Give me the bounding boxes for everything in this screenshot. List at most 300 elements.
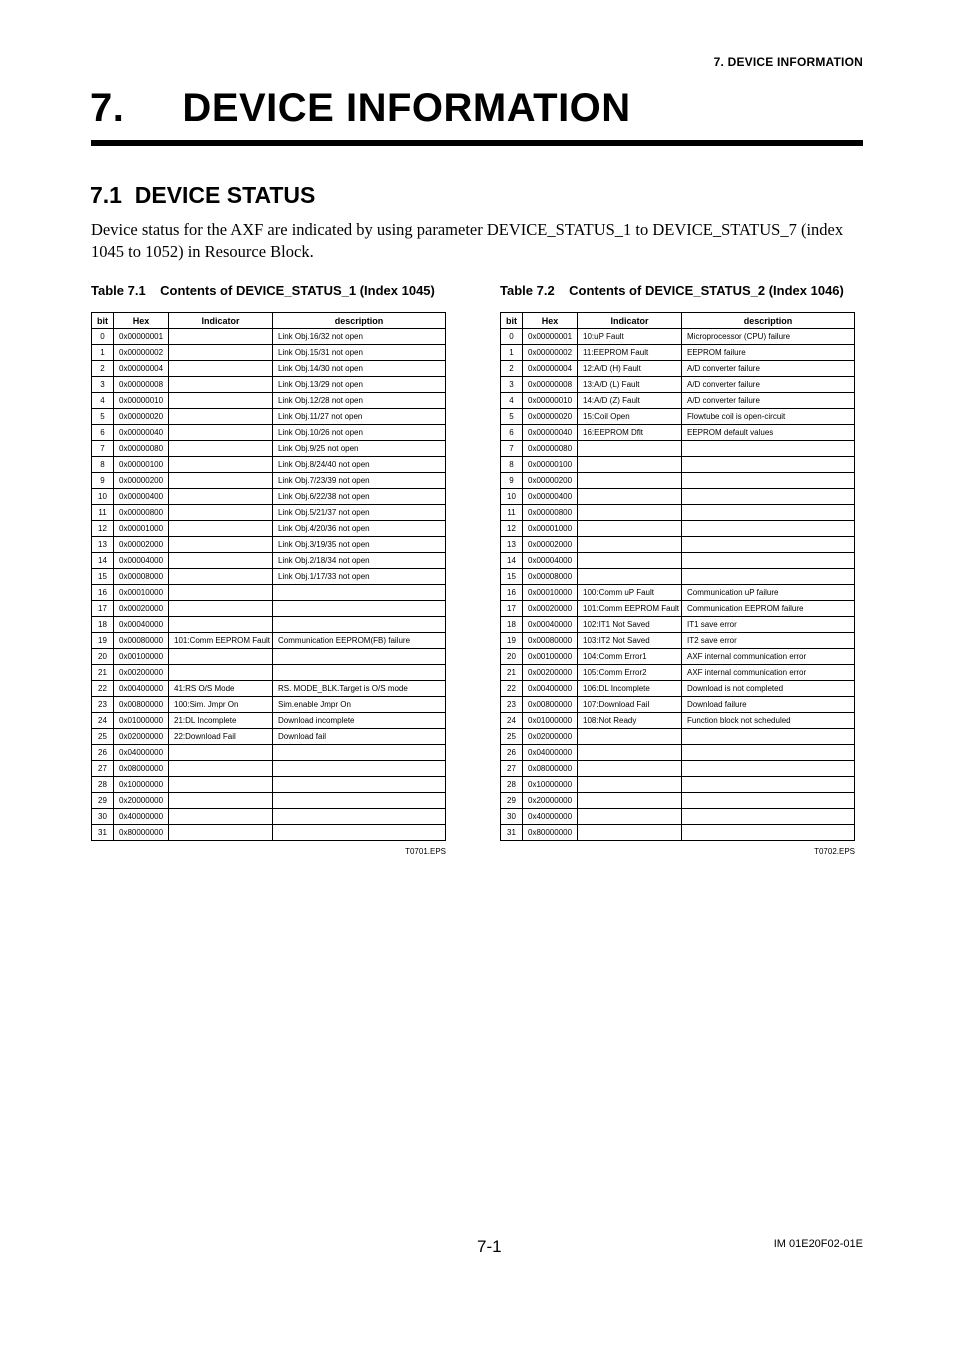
hex-cell: 0x00040000 xyxy=(114,617,169,633)
hex-cell: 0x00200000 xyxy=(114,665,169,681)
bit-cell: 17 xyxy=(501,601,523,617)
hex-cell: 0x00004000 xyxy=(114,553,169,569)
indicator-cell xyxy=(169,745,273,761)
hex-cell: 0x00000400 xyxy=(114,489,169,505)
indicator-cell xyxy=(169,777,273,793)
description-cell xyxy=(273,761,446,777)
bit-cell: 0 xyxy=(92,329,114,345)
description-cell: EEPROM default values xyxy=(682,425,855,441)
description-cell xyxy=(682,505,855,521)
table-row xyxy=(501,825,855,841)
description-cell xyxy=(273,745,446,761)
chapter-rule xyxy=(91,140,863,146)
indicator-cell xyxy=(578,793,682,809)
hex-cell: 0x00000001 xyxy=(523,329,578,345)
description-cell xyxy=(682,729,855,745)
indicator-cell xyxy=(169,649,273,665)
description-cell: Link Obj.5/21/37 not open xyxy=(273,505,446,521)
hex-cell: 0x00020000 xyxy=(523,601,578,617)
hex-cell: 0x00080000 xyxy=(523,633,578,649)
indicator-cell: 11:EEPROM Fault xyxy=(578,345,682,361)
bit-cell: 25 xyxy=(92,729,114,745)
hex-cell: 0x00000200 xyxy=(114,473,169,489)
description-cell: Link Obj.14/30 not open xyxy=(273,361,446,377)
description-cell: IT2 save error xyxy=(682,633,855,649)
bit-cell: 7 xyxy=(92,441,114,457)
table-row xyxy=(501,345,855,361)
description-cell: Link Obj.16/32 not open xyxy=(273,329,446,345)
bit-cell: 26 xyxy=(92,745,114,761)
table-row xyxy=(501,521,855,537)
table-row xyxy=(501,361,855,377)
table-row xyxy=(501,745,855,761)
hex-cell: 0x40000000 xyxy=(114,809,169,825)
bit-cell: 30 xyxy=(501,809,523,825)
hex-cell: 0x00008000 xyxy=(114,569,169,585)
table-row xyxy=(501,681,855,697)
description-cell xyxy=(682,553,855,569)
indicator-cell xyxy=(169,809,273,825)
description-cell: Link Obj.1/17/33 not open xyxy=(273,569,446,585)
bit-cell: 21 xyxy=(501,665,523,681)
bit-cell: 14 xyxy=(92,553,114,569)
description-cell xyxy=(273,793,446,809)
description-cell: Link Obj.12/28 not open xyxy=(273,393,446,409)
bit-cell: 11 xyxy=(501,505,523,521)
hex-cell: 0x00000004 xyxy=(523,361,578,377)
indicator-cell xyxy=(169,665,273,681)
hex-cell: 0x00000040 xyxy=(114,425,169,441)
indicator-cell xyxy=(169,617,273,633)
hex-cell: 0x20000000 xyxy=(114,793,169,809)
description-cell: A/D converter failure xyxy=(682,377,855,393)
hex-cell: 0x00020000 xyxy=(114,601,169,617)
table-row xyxy=(501,441,855,457)
indicator-cell xyxy=(169,537,273,553)
device-status-2-table xyxy=(500,312,855,841)
indicator-cell xyxy=(578,441,682,457)
indicator-cell: 102:IT1 Not Saved xyxy=(578,617,682,633)
table-row xyxy=(92,617,446,633)
bit-cell: 31 xyxy=(92,825,114,841)
bit-cell: 2 xyxy=(92,361,114,377)
description-cell: Communication EEPROM failure xyxy=(682,601,855,617)
description-cell xyxy=(682,761,855,777)
indicator-cell xyxy=(169,393,273,409)
description-cell: Download incomplete xyxy=(273,713,446,729)
hex-cell: 0x00000100 xyxy=(114,457,169,473)
table-row xyxy=(501,697,855,713)
table-row xyxy=(92,809,446,825)
bit-cell: 10 xyxy=(501,489,523,505)
table-row xyxy=(92,761,446,777)
hex-cell: 0x00000400 xyxy=(523,489,578,505)
description-cell: A/D converter failure xyxy=(682,361,855,377)
hex-cell: 0x04000000 xyxy=(523,745,578,761)
table-row xyxy=(501,777,855,793)
bit-cell: 28 xyxy=(501,777,523,793)
table-row xyxy=(501,473,855,489)
bit-cell: 13 xyxy=(501,537,523,553)
table-row xyxy=(501,505,855,521)
indicator-cell: 100:Comm uP Fault xyxy=(578,585,682,601)
bit-cell: 19 xyxy=(501,633,523,649)
table-row xyxy=(501,553,855,569)
hex-cell: 0x00000040 xyxy=(523,425,578,441)
indicator-cell xyxy=(169,521,273,537)
description-cell: Link Obj.4/20/36 not open xyxy=(273,521,446,537)
indicator-cell xyxy=(169,345,273,361)
table-row xyxy=(92,409,446,425)
bit-cell: 3 xyxy=(92,377,114,393)
indicator-cell: 101:Comm EEPROM Fault xyxy=(578,601,682,617)
bit-cell: 10 xyxy=(92,489,114,505)
description-cell xyxy=(682,537,855,553)
indicator-cell xyxy=(169,569,273,585)
hex-cell: 0x04000000 xyxy=(114,745,169,761)
bit-cell: 12 xyxy=(501,521,523,537)
hex-cell: 0x08000000 xyxy=(523,761,578,777)
bit-cell: 8 xyxy=(501,457,523,473)
indicator-cell xyxy=(578,521,682,537)
column-header-hex: Hex xyxy=(523,313,578,329)
table-row xyxy=(92,377,446,393)
bit-cell: 6 xyxy=(501,425,523,441)
table-row xyxy=(501,377,855,393)
indicator-cell xyxy=(578,729,682,745)
page-number: 7-1 xyxy=(477,1237,502,1256)
indicator-cell xyxy=(578,553,682,569)
table-row xyxy=(92,489,446,505)
indicator-cell xyxy=(578,457,682,473)
table-row xyxy=(501,409,855,425)
indicator-cell xyxy=(169,377,273,393)
description-cell: Download is not completed xyxy=(682,681,855,697)
hex-cell: 0x00004000 xyxy=(523,553,578,569)
hex-cell: 0x00800000 xyxy=(523,697,578,713)
description-cell: Communication uP failure xyxy=(682,585,855,601)
hex-cell: 0x00080000 xyxy=(114,633,169,649)
description-cell: Link Obj.13/29 not open xyxy=(273,377,446,393)
bit-cell: 0 xyxy=(501,329,523,345)
description-cell xyxy=(682,809,855,825)
indicator-cell xyxy=(169,553,273,569)
table-row xyxy=(501,633,855,649)
bit-cell: 5 xyxy=(92,409,114,425)
indicator-cell xyxy=(169,441,273,457)
hex-cell: 0x00010000 xyxy=(114,585,169,601)
description-cell: RS. MODE_BLK.Target is O/S mode xyxy=(273,681,446,697)
table-row xyxy=(501,393,855,409)
table-row xyxy=(92,569,446,585)
bit-cell: 1 xyxy=(92,345,114,361)
description-cell xyxy=(273,665,446,681)
hex-cell: 0x20000000 xyxy=(523,793,578,809)
bit-cell: 23 xyxy=(92,697,114,713)
hex-cell: 0x00000010 xyxy=(114,393,169,409)
description-cell: IT1 save error xyxy=(682,617,855,633)
bit-cell: 13 xyxy=(92,537,114,553)
hex-cell: 0x00800000 xyxy=(114,697,169,713)
hex-cell: 0x00000008 xyxy=(114,377,169,393)
bit-cell: 27 xyxy=(501,761,523,777)
document-code: IM 01E20F02-01E xyxy=(773,1238,863,1250)
table-row xyxy=(92,425,446,441)
chapter-title: 7. DEVICE INFORMATION xyxy=(90,86,631,130)
description-cell: Link Obj.3/19/35 not open xyxy=(273,537,446,553)
table-row xyxy=(501,729,855,745)
bit-cell: 11 xyxy=(92,505,114,521)
indicator-cell xyxy=(169,361,273,377)
table-row xyxy=(501,809,855,825)
table-header-row xyxy=(501,313,855,329)
description-cell xyxy=(682,473,855,489)
hex-cell: 0x00001000 xyxy=(523,521,578,537)
bit-cell: 25 xyxy=(501,729,523,745)
hex-cell: 0x00000200 xyxy=(523,473,578,489)
bit-cell: 21 xyxy=(92,665,114,681)
table-row xyxy=(92,361,446,377)
indicator-cell: 16:EEPROM Dflt xyxy=(578,425,682,441)
hex-cell: 0x00000010 xyxy=(523,393,578,409)
description-cell: Download fail xyxy=(273,729,446,745)
table-row xyxy=(92,777,446,793)
indicator-cell xyxy=(578,745,682,761)
indicator-cell xyxy=(169,457,273,473)
device-status-1-table xyxy=(91,312,446,841)
bit-cell: 19 xyxy=(92,633,114,649)
table-header-row xyxy=(92,313,446,329)
hex-cell: 0x01000000 xyxy=(523,713,578,729)
description-cell: Function block not scheduled xyxy=(682,713,855,729)
indicator-cell xyxy=(578,809,682,825)
table-row xyxy=(501,617,855,633)
column-header-description: description xyxy=(273,313,446,329)
bit-cell: 15 xyxy=(92,569,114,585)
hex-cell: 0x01000000 xyxy=(114,713,169,729)
bit-cell: 4 xyxy=(501,393,523,409)
hex-cell: 0x00001000 xyxy=(114,521,169,537)
table-row xyxy=(92,393,446,409)
indicator-cell: 13:A/D (L) Fault xyxy=(578,377,682,393)
description-cell: Link Obj.2/18/34 not open xyxy=(273,553,446,569)
hex-cell: 0x00000004 xyxy=(114,361,169,377)
indicator-cell: 12:A/D (H) Fault xyxy=(578,361,682,377)
hex-cell: 0x00008000 xyxy=(523,569,578,585)
description-cell: A/D converter failure xyxy=(682,393,855,409)
table-row xyxy=(92,793,446,809)
hex-cell: 0x80000000 xyxy=(114,825,169,841)
hex-cell: 0x00002000 xyxy=(523,537,578,553)
bit-cell: 6 xyxy=(92,425,114,441)
bit-cell: 15 xyxy=(501,569,523,585)
indicator-cell xyxy=(169,489,273,505)
description-cell xyxy=(682,489,855,505)
table-row xyxy=(92,585,446,601)
hex-cell: 0x08000000 xyxy=(114,761,169,777)
description-cell xyxy=(273,825,446,841)
table-body xyxy=(501,329,855,841)
column-header-indicator: Indicator xyxy=(578,313,682,329)
hex-cell: 0x00002000 xyxy=(114,537,169,553)
hex-cell: 0x00040000 xyxy=(523,617,578,633)
hex-cell: 0x10000000 xyxy=(114,777,169,793)
bit-cell: 9 xyxy=(501,473,523,489)
bit-cell: 24 xyxy=(501,713,523,729)
description-cell: Link Obj.15/31 not open xyxy=(273,345,446,361)
indicator-cell xyxy=(169,761,273,777)
hex-cell: 0x02000000 xyxy=(523,729,578,745)
table-row xyxy=(92,697,446,713)
description-cell xyxy=(682,825,855,841)
description-cell xyxy=(273,777,446,793)
hex-cell: 0x00000080 xyxy=(114,441,169,457)
bit-cell: 7 xyxy=(501,441,523,457)
table-row xyxy=(92,441,446,457)
indicator-cell xyxy=(169,425,273,441)
table-row xyxy=(92,633,446,649)
table-row xyxy=(92,537,446,553)
indicator-cell xyxy=(169,601,273,617)
table-row xyxy=(501,457,855,473)
indicator-cell xyxy=(578,537,682,553)
table-row xyxy=(501,585,855,601)
indicator-cell: 15:Coil Open xyxy=(578,409,682,425)
hex-cell: 0x00400000 xyxy=(523,681,578,697)
bit-cell: 31 xyxy=(501,825,523,841)
description-cell xyxy=(273,601,446,617)
bit-cell: 9 xyxy=(92,473,114,489)
bit-cell: 3 xyxy=(501,377,523,393)
description-cell xyxy=(682,441,855,457)
indicator-cell: 101:Comm EEPROM Fault xyxy=(169,633,273,649)
hex-cell: 0x00000800 xyxy=(114,505,169,521)
description-cell: Communication EEPROM(FB) failure xyxy=(273,633,446,649)
description-cell: EEPROM failure xyxy=(682,345,855,361)
indicator-cell xyxy=(169,825,273,841)
description-cell xyxy=(682,777,855,793)
table-row xyxy=(501,569,855,585)
hex-cell: 0x40000000 xyxy=(523,809,578,825)
bit-cell: 4 xyxy=(92,393,114,409)
bit-cell: 22 xyxy=(92,681,114,697)
indicator-cell xyxy=(169,329,273,345)
description-cell: Link Obj.11/27 not open xyxy=(273,409,446,425)
description-cell xyxy=(682,457,855,473)
table-row xyxy=(92,505,446,521)
hex-cell: 0x02000000 xyxy=(114,729,169,745)
indicator-cell: 105:Comm Error2 xyxy=(578,665,682,681)
description-cell xyxy=(682,569,855,585)
hex-cell: 0x00000020 xyxy=(114,409,169,425)
hex-cell: 0x00200000 xyxy=(523,665,578,681)
indicator-cell: 107:Download Fail xyxy=(578,697,682,713)
table-body xyxy=(92,329,446,841)
table-row xyxy=(92,745,446,761)
indicator-cell: 106:DL Incomplete xyxy=(578,681,682,697)
hex-cell: 0x00000800 xyxy=(523,505,578,521)
description-cell: Link Obj.10/26 not open xyxy=(273,425,446,441)
bit-cell: 28 xyxy=(92,777,114,793)
description-cell: Microprocessor (CPU) failure xyxy=(682,329,855,345)
section-title: 7.1 DEVICE STATUS xyxy=(90,182,316,208)
indicator-cell xyxy=(578,761,682,777)
table-caption: Table 7.1 Contents of DEVICE_STATUS_1 (Index 1045) xyxy=(91,283,435,298)
hex-cell: 0x80000000 xyxy=(523,825,578,841)
bit-cell: 16 xyxy=(92,585,114,601)
bit-cell: 2 xyxy=(501,361,523,377)
bit-cell: 12 xyxy=(92,521,114,537)
description-cell xyxy=(273,585,446,601)
bit-cell: 29 xyxy=(92,793,114,809)
table-row xyxy=(501,537,855,553)
table-7-1-block xyxy=(91,283,446,856)
indicator-cell xyxy=(169,505,273,521)
bit-cell: 23 xyxy=(501,697,523,713)
description-cell: AXF internal communication error xyxy=(682,649,855,665)
bit-cell: 22 xyxy=(501,681,523,697)
table-row xyxy=(501,425,855,441)
table-row xyxy=(501,329,855,345)
indicator-cell xyxy=(578,473,682,489)
description-cell: Link Obj.6/22/38 not open xyxy=(273,489,446,505)
indicator-cell: 108:Not Ready xyxy=(578,713,682,729)
bit-cell: 5 xyxy=(501,409,523,425)
table-row xyxy=(501,665,855,681)
indicator-cell: 41:RS O/S Mode xyxy=(169,681,273,697)
description-cell xyxy=(682,521,855,537)
indicator-cell xyxy=(169,585,273,601)
table-caption: Table 7.2 Contents of DEVICE_STATUS_2 (Index 1046) xyxy=(500,283,844,298)
indicator-cell xyxy=(578,569,682,585)
table-7-2-block xyxy=(500,283,855,856)
table-row xyxy=(92,345,446,361)
table-row xyxy=(92,329,446,345)
bit-cell: 16 xyxy=(501,585,523,601)
table-row xyxy=(92,681,446,697)
description-cell: Flowtube coil is open-circuit xyxy=(682,409,855,425)
description-cell: Link Obj.7/23/39 not open xyxy=(273,473,446,489)
bit-cell: 8 xyxy=(92,457,114,473)
hex-cell: 0x00000001 xyxy=(114,329,169,345)
table-row xyxy=(92,825,446,841)
description-cell xyxy=(273,649,446,665)
table-row xyxy=(501,649,855,665)
indicator-cell xyxy=(169,409,273,425)
description-cell xyxy=(682,745,855,761)
table-row xyxy=(501,601,855,617)
hex-cell: 0x00000020 xyxy=(523,409,578,425)
bit-cell: 20 xyxy=(501,649,523,665)
table-row xyxy=(92,601,446,617)
table-row xyxy=(92,665,446,681)
bit-cell: 18 xyxy=(92,617,114,633)
indicator-cell: 10:uP Fault xyxy=(578,329,682,345)
indicator-cell: 100:Sim. Jmpr On xyxy=(169,697,273,713)
table-row xyxy=(92,649,446,665)
column-header-bit: bit xyxy=(92,313,114,329)
description-cell: Link Obj.8/24/40 not open xyxy=(273,457,446,473)
bit-cell: 1 xyxy=(501,345,523,361)
hex-cell: 0x00000100 xyxy=(523,457,578,473)
hex-cell: 0x00100000 xyxy=(523,649,578,665)
bit-cell: 17 xyxy=(92,601,114,617)
table-row xyxy=(92,553,446,569)
indicator-cell xyxy=(169,473,273,489)
indicator-cell: 22:Download Fail xyxy=(169,729,273,745)
hex-cell: 0x00010000 xyxy=(523,585,578,601)
hex-cell: 0x00100000 xyxy=(114,649,169,665)
